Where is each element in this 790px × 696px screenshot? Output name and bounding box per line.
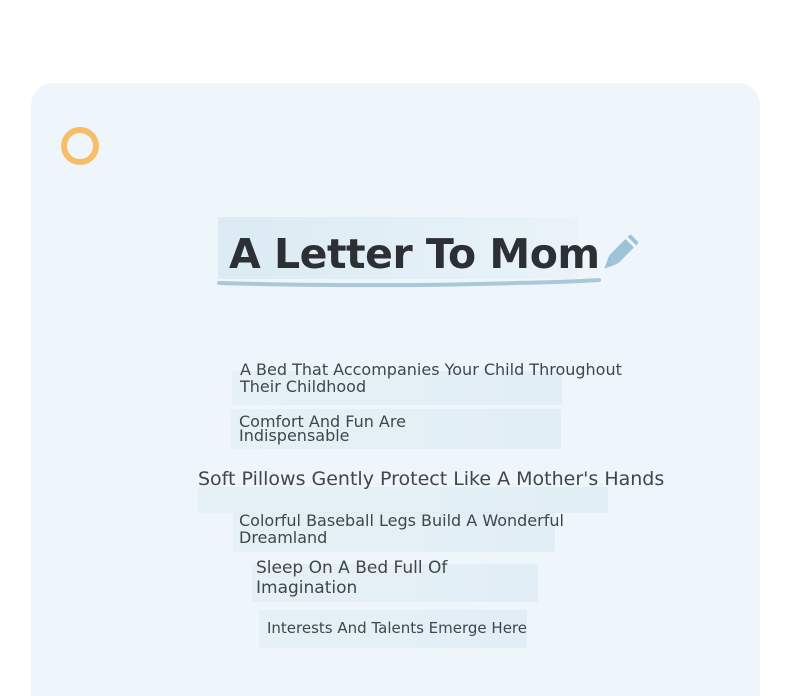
letter-line-1 [240,361,630,395]
pencil-icon [592,231,642,281]
page-title: A Letter To Mom [229,230,600,278]
letter-line-text: Interests And Talents Emerge Here [267,619,527,637]
letter-line-text: Sleep On A Bed Full Of Imagination [256,558,448,598]
letter-line-text: Comfort And Fun Are Indispensable [239,412,406,445]
letter-line-2 [239,412,429,445]
letter-line-text: Soft Pillows Gently Protect Like A Mother's Hands [198,468,665,490]
letter-line-3 [198,467,668,491]
letter-line-5 [256,558,486,598]
ring-icon [61,127,99,165]
title-underline [217,276,601,288]
letter-line-text: A Bed That Accompanies Your Child Throughout Their Childhood [240,360,622,396]
letter-line-text: Colorful Baseball Legs Build A Wonderful Dreamland [239,511,564,547]
letter-line-4 [239,512,579,546]
letter-line-6 [267,618,597,638]
